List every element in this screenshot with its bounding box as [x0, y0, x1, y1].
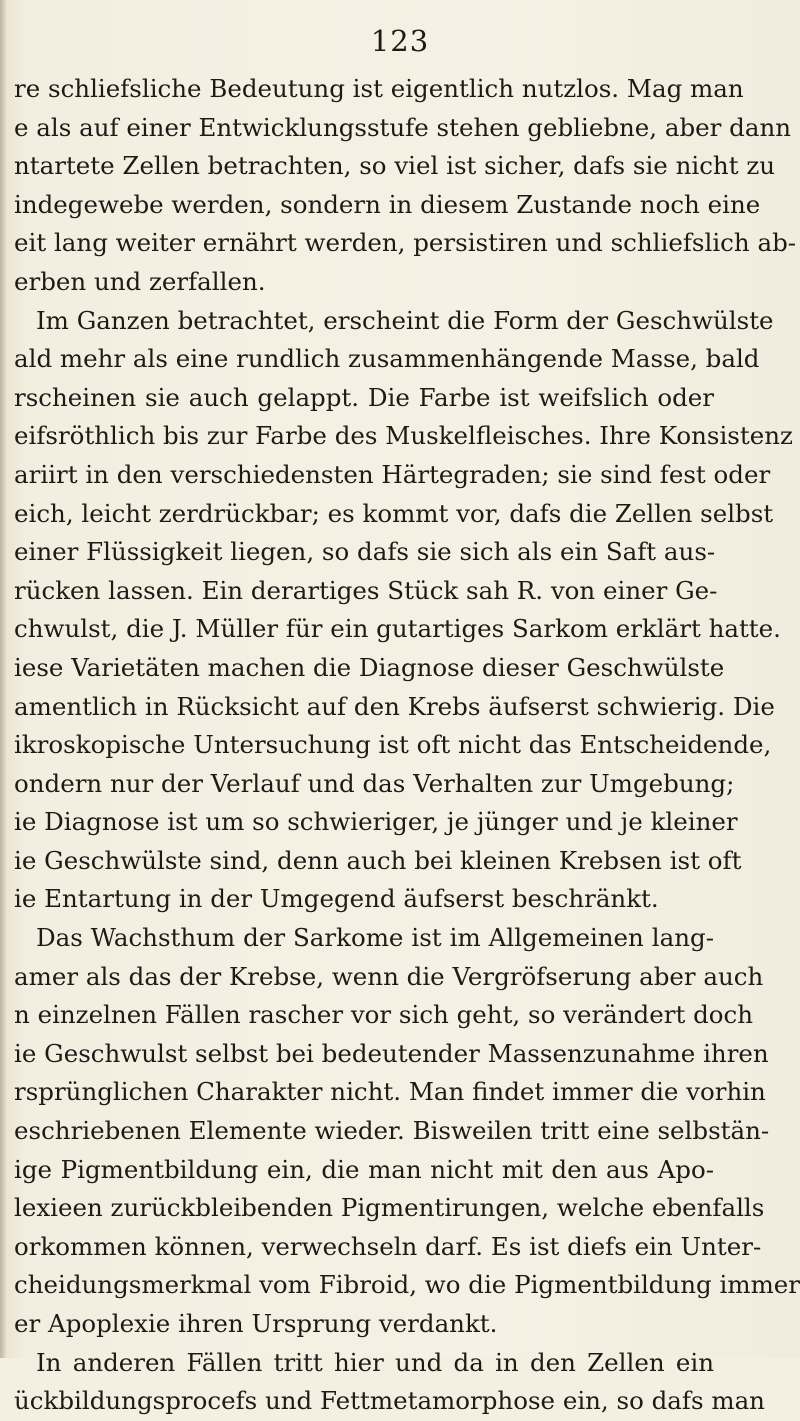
- text-line: Im Ganzen betrachtet, erscheint die Form der Geschwülste: [36, 305, 774, 335]
- text-line: eich, leicht zerdrückbar; es kommt vor, dafs die Zellen selbst: [14, 498, 774, 528]
- text-line: orkommen können, verwechseln darf. Es ist diefs ein Unter-: [14, 1231, 762, 1261]
- text-line: erben und zerfallen.: [14, 266, 266, 296]
- text-line: einer Flüssigkeit liegen, so dafs sie sich als ein Saft aus-: [14, 537, 716, 567]
- text-line: er Apoplexie ihren Ursprung verdankt.: [14, 1309, 498, 1338]
- text-line: chwulst, die J. Müller für ein gutartiges Sarkom erklärt hatte.: [14, 614, 781, 644]
- text-line: cheidungsmerkmal vom Fibroid, wo die Pigmentbildung immer: [14, 1270, 800, 1300]
- text-line: amer als das der Krebse, wenn die Vergröfserung aber auch: [14, 961, 764, 991]
- text-line: Das Wachsthum der Sarkome ist im Allgemeinen lang-: [36, 923, 714, 953]
- text-line: iese Varietäten machen die Diagnose dieser Geschwülste: [14, 652, 725, 682]
- text-line: ondern nur der Verlauf und das Verhalten zur Umgebung;: [14, 768, 735, 798]
- text-line: n einzelnen Fällen rascher vor sich geht, so verändert doch: [14, 1000, 754, 1030]
- text-line: ie Geschwülste sind, denn auch bei kleinen Krebsen ist oft: [14, 845, 742, 875]
- text-line: ige Pigmentbildung ein, die man nicht mit den aus Apo-: [14, 1154, 714, 1184]
- text-line: ntartete Zellen betrachten, so viel ist sicher, dafs sie nicht zu: [14, 151, 776, 181]
- text-line: eifsröthlich bis zur Farbe des Muskelfleisches. Ihre Konsistenz: [14, 421, 793, 451]
- text-line: ie Geschwulst selbst bei bedeutender Massenzunahme ihren: [14, 1038, 769, 1068]
- text-line: In anderen Fällen tritt hier und da in den Zellen ein: [36, 1347, 714, 1377]
- text-line: eschriebenen Elemente wieder. Bisweilen tritt eine selbstän-: [14, 1116, 770, 1146]
- text-line: indegewebe werden, sondern in diesem Zustande noch eine: [14, 189, 761, 219]
- text-line: amentlich in Rücksicht auf den Krebs äufserst schwierig. Die: [14, 691, 775, 721]
- text-line: rsprünglichen Charakter nicht. Man findet immer die vorhin: [14, 1077, 766, 1107]
- text-line: ikroskopische Untersuchung ist oft nicht das Entscheidende,: [14, 730, 772, 760]
- text-line: rücken lassen. Ein derartiges Stück sah R. von einer Ge-: [14, 575, 718, 605]
- body-text: [14, 70, 800, 1421]
- text-line: ie Diagnose ist um so schwieriger, je jünger und je kleiner: [14, 807, 738, 837]
- text-line: ald mehr als eine rundlich zusammenhängende Masse, bald: [14, 344, 760, 374]
- text-line: re schliefsliche Bedeutung ist eigentlich nutzlos. Mag man: [14, 74, 744, 103]
- book-gutter-shadow: [0, 0, 6, 1358]
- text-line: rscheinen sie auch gelappt. Die Farbe ist weifslich oder: [14, 382, 714, 412]
- page-number: 123: [370, 24, 430, 58]
- text-line: lexieen zurückbleibenden Pigmentirungen, welche ebenfalls: [14, 1193, 765, 1223]
- text-line: e als auf einer Entwicklungsstufe stehen gebliebne, aber dann: [14, 112, 792, 142]
- text-line: ie Entartung in der Umgegend äufserst beschränkt.: [14, 884, 659, 914]
- text-line: ariirt in den verschiedensten Härtegraden; sie sind fest oder: [14, 459, 771, 489]
- text-line: eit lang weiter ernährt werden, persistiren und schliefslich ab-: [14, 228, 797, 258]
- text-line: ückbildungsprocefs und Fettmetamorphose ein, so dafs man: [14, 1386, 765, 1416]
